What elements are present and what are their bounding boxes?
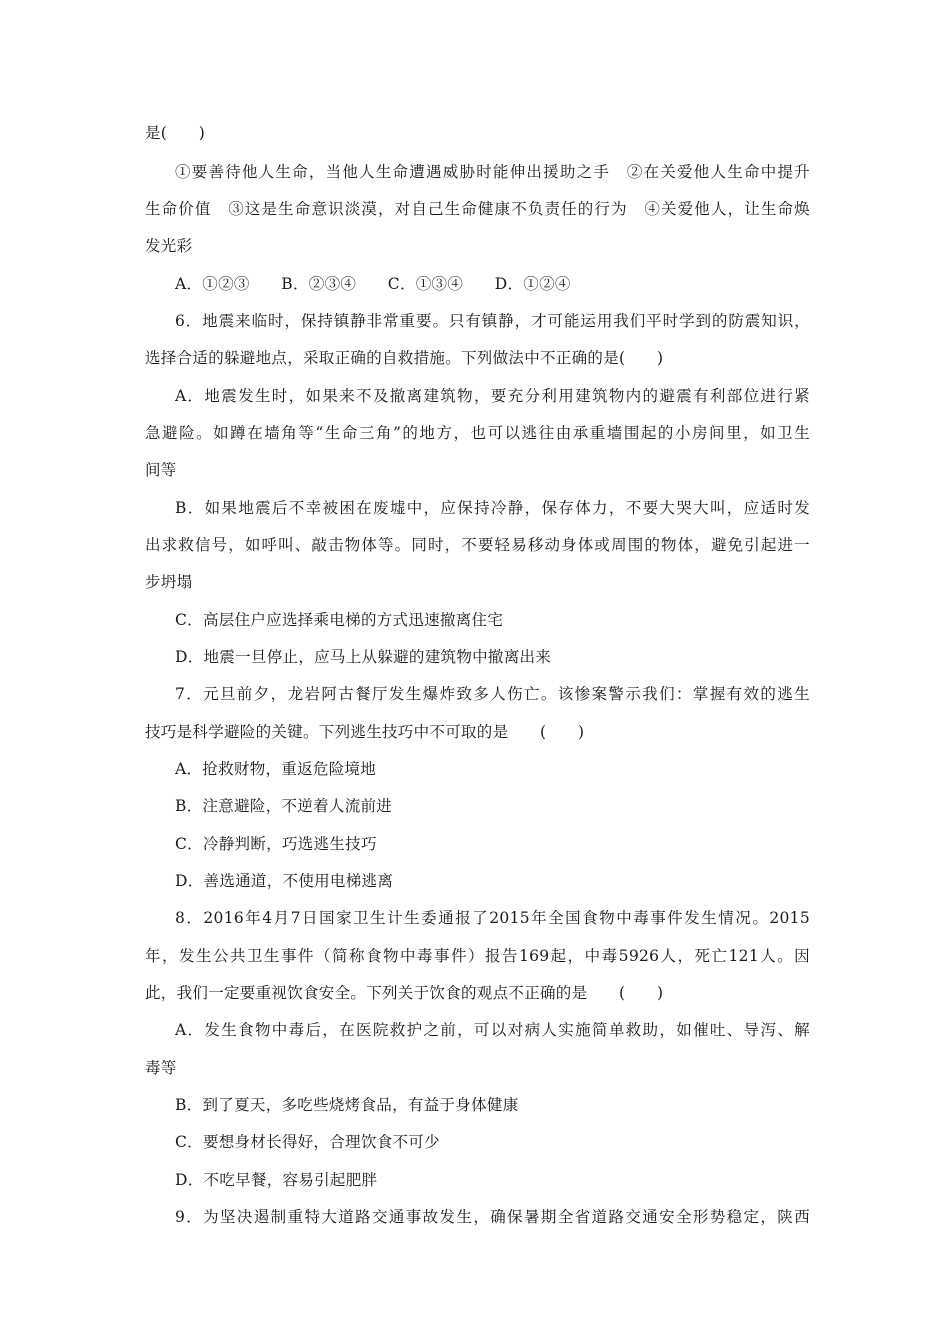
option-line: C．要想身材长得好，合理饮食不可少 [175,1133,440,1151]
option-line: B．注意避险，不逆着人流前进 [175,797,393,815]
text-line: ①要善待他人生命，当他人生命遭遇威胁时能伸出援助之手 ②在关爱他人生命中提升 [175,163,810,181]
text-line: 急避险。如蹲在墙角等“生命三角”的地方，也可以逃往由承重墙围起的小房间里，如卫生 [145,424,810,442]
option-line: D．不吃早餐，容易引起肥胖 [175,1171,378,1189]
question-7: 7．元旦前夕，龙岩阿古餐厅发生爆炸致多人伤亡。该惨案警示我们：掌握有效的逃生 [175,685,810,703]
option-line: D．善选通道，不使用电梯逃离 [175,872,394,890]
option-line: A．地震发生时，如果来不及撤离建筑物，要充分利用建筑物内的避震有利部位进行紧 [175,387,810,405]
option-line: B．到了夏天，多吃些烧烤食品，有益于身体健康 [175,1096,519,1114]
text-line: 间等 [145,461,177,479]
text-line: 毒等 [145,1059,177,1077]
option-line: A．发生食物中毒后，在医院救护之前，可以对病人实施简单救助，如催吐、导泻、解 [175,1021,810,1039]
question-6: 6．地震来临时，保持镇静非常重要。只有镇静，才可能运用我们平时学到的防震知识， [175,312,810,330]
question-9: 9．为坚决遏制重特大道路交通事故发生，确保暑期全省道路交通安全形势稳定，陕西 [175,1208,810,1226]
text-line: 出求救信号，如呼叫、敲击物体等。同时，不要轻易移动身体或周围的物体，避免引起进一 [145,536,810,554]
text-line: 是( ) [145,124,206,142]
option-line: A．抢救财物，重返危险境地 [175,760,377,778]
text-line: 选择合适的躲避地点，采取正确的自救措施。下列做法中不正确的是( ) [145,349,664,367]
text-line: 发光彩 [145,237,193,255]
text-line: 步坍塌 [145,573,193,591]
text-line: 年，发生公共卫生事件（简称食物中毒事件）报告169起，中毒5926人，死亡121人。因 [145,947,810,965]
option-line: C．冷静判断，巧选逃生技巧 [175,835,377,853]
text-line: 生命价值 ③这是生命意识淡漠，对自己生命健康不负责任的行为 ④关爱他人，让生命焕 [145,200,810,218]
question-8: 8．2016年4月7日国家卫生计生委通报了2015年全国食物中毒事件发生情况。2015 [175,909,810,927]
option-line: C．高层住户应选择乘电梯的方式迅速撤离住宅 [175,611,504,629]
option-line: B．如果地震后不幸被困在废墟中，应保持冷静，保存体力，不要大哭大叫，应适时发 [175,499,810,517]
option-line: D．地震一旦停止，应马上从躲避的建筑物中撤离出来 [175,648,552,666]
text-line: 此，我们一定要重视饮食安全。下列关于饮食的观点不正确的是 ( ) [145,984,664,1002]
text-line: 技巧是科学避险的关键。下列逃生技巧中不可取的是 ( ) [145,723,585,741]
option-line: A．①②③ B．②③④ C．①③④ D．①②④ [175,275,571,293]
